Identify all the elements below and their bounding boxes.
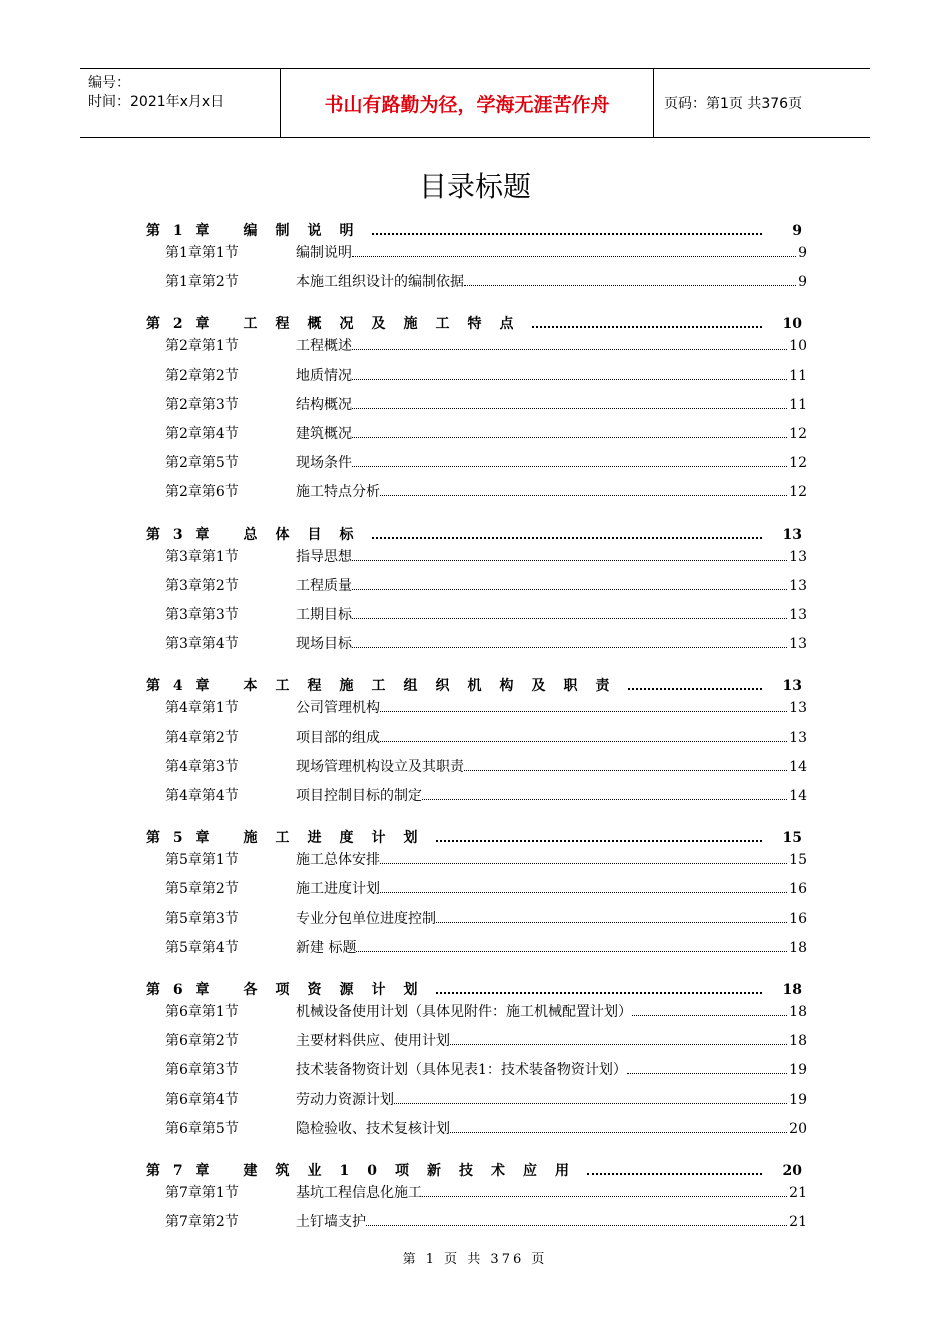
section-page: 20 — [789, 1120, 807, 1137]
dot-leader — [356, 951, 787, 952]
section-title: 编制说明 — [296, 245, 352, 261]
section-title: 工期目标 — [296, 607, 352, 623]
toc-section-entry[interactable] — [165, 335, 807, 355]
section-title: 土钉墙支护 — [296, 1214, 366, 1231]
section-page: 11 — [789, 396, 807, 413]
dot-leader — [628, 688, 763, 690]
section-page: 13 — [789, 729, 807, 746]
dot-leader — [436, 840, 763, 842]
dot-leader — [464, 770, 787, 771]
section-page: 13 — [789, 577, 807, 594]
dot-leader — [352, 466, 787, 467]
header-meta-cell — [80, 69, 281, 137]
toc-chapter-entry[interactable] — [146, 1160, 802, 1180]
page-footer: 第 1 页 共 376 页 — [402, 1252, 548, 1267]
toc-chapter-entry[interactable] — [146, 220, 802, 240]
chapter-page: 13 — [782, 678, 802, 695]
section-page: 21 — [789, 1185, 807, 1201]
section-number: 第3章第3节 — [165, 607, 239, 623]
dot-leader — [352, 647, 787, 648]
section-number: 第2章第4节 — [165, 426, 239, 442]
dot-leader — [380, 711, 787, 712]
toc-chapter-entry[interactable] — [146, 675, 802, 695]
section-title: 主要材料供应、使用计划 — [296, 1033, 450, 1050]
dot-leader — [422, 799, 787, 800]
chapter-title: 编制说明 — [243, 223, 372, 239]
toc-section-entry[interactable] — [165, 546, 807, 566]
section-title: 劳动力资源计划 — [296, 1091, 394, 1108]
toc-section-entry[interactable] — [165, 908, 807, 928]
toc-section-entry[interactable] — [165, 849, 807, 869]
section-number: 第2章第3节 — [165, 396, 239, 413]
dot-leader — [380, 495, 787, 496]
chapter-title: 施工进度计划 — [243, 830, 436, 847]
section-title: 建筑概况 — [296, 426, 352, 442]
section-number: 第2章第6节 — [165, 484, 239, 501]
dot-leader — [450, 1044, 787, 1045]
section-number: 第3章第1节 — [165, 548, 239, 565]
section-page: 13 — [789, 700, 807, 717]
section-title: 隐检验收、技术复核计划 — [296, 1120, 450, 1137]
chapter-number: 第 4 章 — [146, 678, 214, 695]
dot-leader — [366, 1225, 787, 1226]
section-number: 第6章第4节 — [165, 1091, 239, 1108]
toc-section-entry[interactable] — [165, 633, 807, 653]
toc-section-entry[interactable] — [165, 271, 807, 291]
section-number: 第1章第2节 — [165, 274, 239, 291]
section-title: 结构概况 — [296, 396, 352, 413]
toc-section-entry[interactable] — [165, 423, 807, 443]
section-number: 第6章第3节 — [165, 1062, 239, 1079]
section-number: 第4章第4节 — [165, 788, 239, 804]
chapter-page: 13 — [782, 526, 802, 543]
section-title: 现场管理机构设立及其职责 — [296, 758, 464, 775]
dot-leader — [352, 618, 787, 619]
dot-leader — [380, 741, 787, 742]
section-number: 第5章第2节 — [165, 881, 239, 898]
section-page: 19 — [789, 1091, 807, 1108]
chapter-number: 第 5 章 — [146, 830, 214, 847]
toc-section-entry[interactable] — [165, 756, 807, 776]
toc-section-entry[interactable] — [165, 1089, 807, 1109]
chapter-page: 10 — [782, 316, 802, 333]
dot-leader — [352, 379, 787, 380]
toc-section-entry[interactable] — [165, 1211, 807, 1231]
dot-leader — [380, 892, 787, 893]
section-page: 13 — [789, 548, 807, 565]
section-page: 9 — [798, 245, 807, 261]
section-page: 16 — [789, 881, 807, 898]
toc-section-entry[interactable] — [165, 604, 807, 624]
section-page: 13 — [789, 607, 807, 623]
section-title: 现场目标 — [296, 636, 352, 653]
dot-leader — [380, 863, 787, 864]
section-title: 专业分包单位进度控制 — [296, 910, 436, 927]
toc-chapter-entry[interactable] — [146, 313, 802, 333]
section-page: 14 — [789, 758, 807, 775]
dot-leader — [450, 1132, 787, 1133]
section-number: 第4章第3节 — [165, 758, 239, 775]
section-title: 基坑工程信息化施工 — [296, 1185, 422, 1201]
time-label: 时间：2021年x月x日 — [88, 94, 225, 110]
section-page: 12 — [789, 426, 807, 442]
section-title: 机械设备使用计划（具体见附件：施工机械配置计划） — [296, 1004, 632, 1020]
dot-leader — [352, 560, 787, 561]
dot-leader — [627, 1073, 787, 1074]
section-number: 第2章第2节 — [165, 367, 239, 384]
section-number: 第4章第1节 — [165, 700, 239, 717]
dot-leader — [372, 537, 763, 539]
toc-section-entry[interactable] — [165, 394, 807, 414]
chapter-number: 第 7 章 — [146, 1163, 214, 1179]
toc-section-entry[interactable] — [165, 1001, 807, 1021]
toc-chapter-entry[interactable] — [146, 524, 802, 544]
section-title: 项目控制目标的制定 — [296, 788, 422, 804]
section-page: 9 — [798, 274, 807, 291]
section-number: 第7章第1节 — [165, 1185, 239, 1201]
dot-leader — [587, 1173, 762, 1175]
section-number: 第6章第5节 — [165, 1120, 239, 1137]
chapter-title: 建筑业10项新技术应用 — [243, 1163, 587, 1179]
toc-section-entry[interactable] — [165, 365, 807, 385]
section-page: 18 — [789, 1033, 807, 1050]
section-number: 第4章第2节 — [165, 729, 239, 746]
toc-section-entry[interactable] — [165, 452, 807, 472]
section-page: 14 — [789, 788, 807, 804]
section-title: 指导思想 — [296, 548, 352, 565]
section-number: 第3章第4节 — [165, 636, 239, 653]
chapter-title: 工程概况及施工特点 — [243, 316, 532, 333]
section-title: 本施工组织设计的编制依据 — [296, 274, 464, 291]
section-page: 12 — [789, 484, 807, 501]
dot-leader — [422, 1196, 787, 1197]
section-number: 第2章第5节 — [165, 455, 239, 472]
section-title: 施工进度计划 — [296, 881, 380, 898]
section-page: 18 — [789, 1004, 807, 1020]
toc-section-entry[interactable] — [165, 575, 807, 595]
section-page: 12 — [789, 455, 807, 472]
toc-section-entry[interactable] — [165, 727, 807, 747]
toc-section-entry[interactable] — [165, 937, 807, 957]
toc-section-entry[interactable] — [165, 481, 807, 501]
section-title: 施工特点分析 — [296, 484, 380, 501]
chapter-number: 第 6 章 — [146, 982, 214, 998]
chapter-page: 15 — [782, 830, 802, 847]
dot-leader — [352, 349, 787, 350]
dot-leader — [372, 233, 763, 235]
section-number: 第5章第4节 — [165, 939, 239, 956]
section-page: 13 — [789, 636, 807, 653]
chapter-number: 第 1 章 — [146, 223, 214, 239]
chapter-page: 18 — [782, 982, 802, 998]
dot-leader — [352, 589, 787, 590]
section-page: 11 — [789, 367, 807, 384]
toc-section-entry[interactable] — [165, 1182, 807, 1202]
header-motto: 书山有路勤为径，学海无涯苦作舟 — [281, 69, 654, 137]
toc-title: 目录标题 — [418, 170, 531, 203]
chapter-page: 20 — [782, 1163, 802, 1179]
section-page: 15 — [789, 852, 807, 869]
dot-leader — [632, 1015, 787, 1016]
section-number: 第7章第2节 — [165, 1214, 239, 1231]
dot-leader — [436, 992, 763, 994]
section-page: 19 — [789, 1062, 807, 1079]
section-number: 第5章第3节 — [165, 910, 239, 927]
section-page: 16 — [789, 910, 807, 927]
number-label: 编号： — [88, 75, 130, 91]
dot-leader — [532, 326, 763, 328]
toc-section-entry[interactable] — [165, 785, 807, 805]
chapter-number: 第 2 章 — [146, 316, 214, 333]
toc-section-entry[interactable] — [165, 1118, 807, 1138]
dot-leader — [352, 408, 787, 409]
section-title: 现场条件 — [296, 455, 352, 472]
section-number: 第6章第2节 — [165, 1033, 239, 1050]
section-title: 工程质量 — [296, 577, 352, 594]
section-title: 新建 标题 — [296, 939, 357, 956]
toc-section-entry[interactable] — [165, 1030, 807, 1050]
dot-leader — [436, 922, 787, 923]
section-page: 18 — [789, 939, 807, 956]
dot-leader — [352, 437, 787, 438]
dot-leader — [464, 285, 796, 286]
page-header — [80, 68, 870, 138]
header-page-info: 页码：第1页 共376页 — [664, 96, 803, 112]
toc-section-entry[interactable] — [165, 878, 807, 898]
section-title: 地质情况 — [296, 367, 352, 384]
chapter-title: 总体目标 — [243, 526, 372, 543]
chapter-number: 第 3 章 — [146, 526, 214, 543]
toc-section-entry[interactable] — [165, 1059, 807, 1079]
section-page: 21 — [789, 1214, 807, 1231]
section-number: 第5章第1节 — [165, 852, 239, 869]
section-number: 第1章第1节 — [165, 245, 239, 261]
section-title: 施工总体安排 — [296, 852, 380, 869]
section-page: 10 — [789, 338, 807, 355]
toc-section-entry[interactable] — [165, 697, 807, 717]
chapter-page: 9 — [792, 223, 802, 239]
toc-chapter-entry[interactable] — [146, 827, 802, 847]
dot-leader — [352, 256, 796, 257]
section-title: 技术装备物资计划（具体见表1：技术装备物资计划） — [296, 1062, 627, 1079]
chapter-title: 本工程施工组织机构及职责 — [243, 678, 628, 695]
chapter-title: 各项资源计划 — [243, 982, 436, 998]
section-title: 工程概述 — [296, 338, 352, 355]
section-number: 第2章第1节 — [165, 338, 239, 355]
section-title: 公司管理机构 — [296, 700, 380, 717]
section-number: 第3章第2节 — [165, 577, 239, 594]
section-number: 第6章第1节 — [165, 1004, 239, 1020]
section-title: 项目部的组成 — [296, 729, 380, 746]
toc-section-entry[interactable] — [165, 242, 807, 262]
toc-chapter-entry[interactable] — [146, 979, 802, 999]
dot-leader — [394, 1103, 787, 1104]
